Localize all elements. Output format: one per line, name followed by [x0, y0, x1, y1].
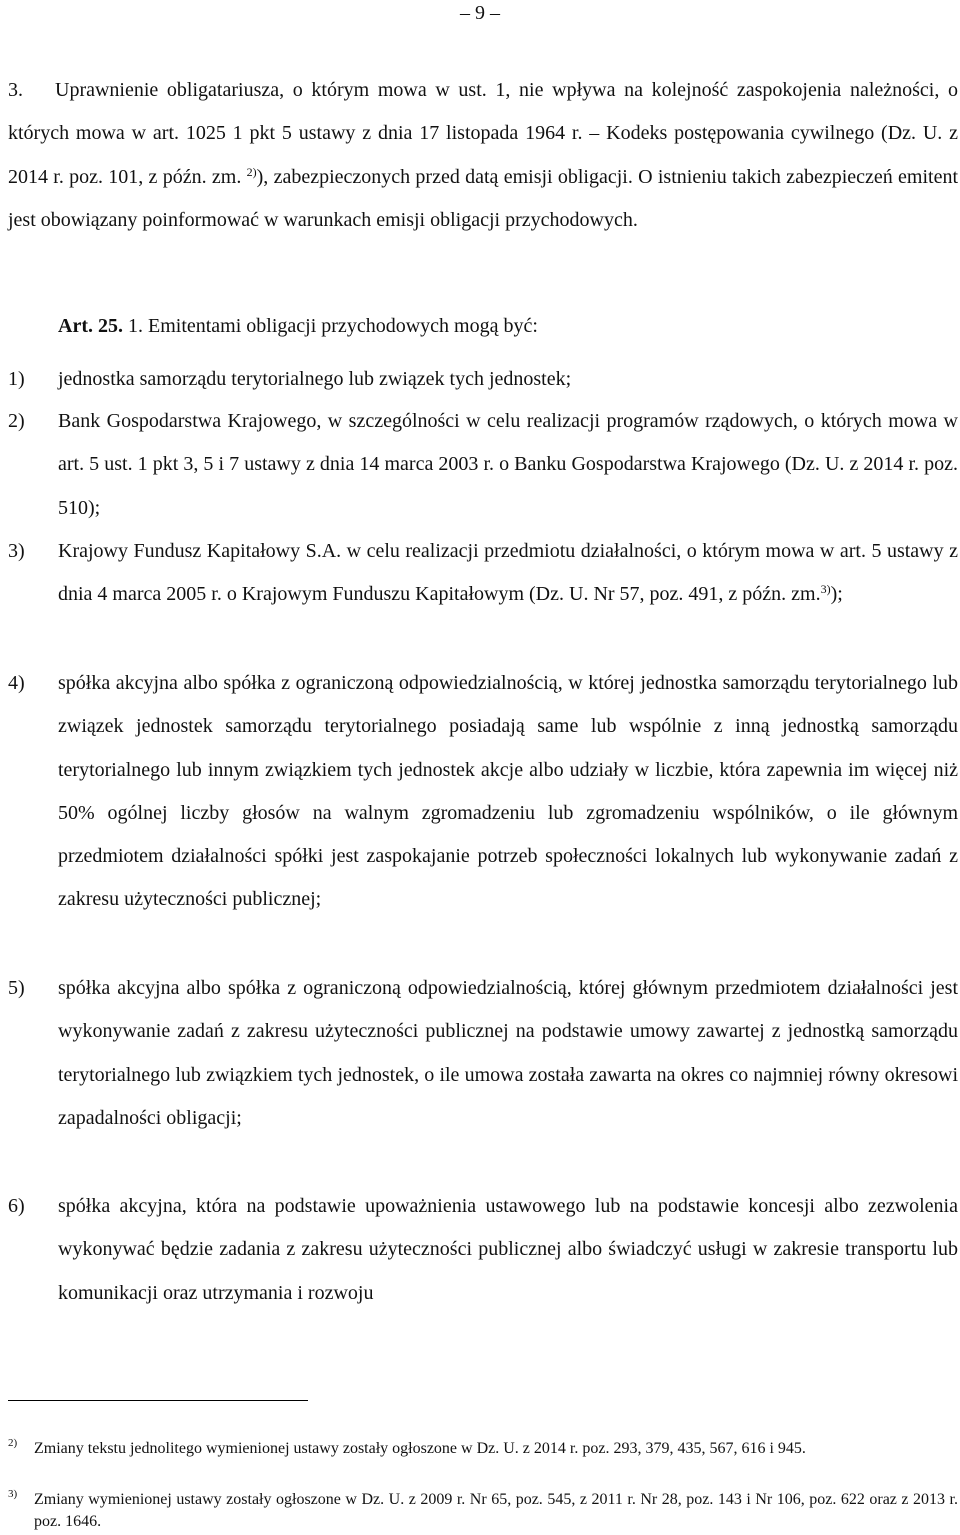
footnote-separator: [8, 1400, 308, 1401]
paragraph-prefix: 3.: [8, 79, 23, 101]
list-item-text: spółka akcyjna albo spółka z ograniczoną odpowiedzialnością, której głównym przedmiotem działalności jest wykonywanie zadań z zakresu użyteczności publicznej na podstawie umowy zawartej z jednostką samorządu terytorialnego lub związkiem tych jednostek, o ile umowa została zawarta na okres co najmniej równy okresowi zapadalności obligacji;: [58, 977, 958, 1129]
list-item-number: 6): [8, 1195, 25, 1217]
list-item-text-a: Krajowy Fundusz Kapitałowy S.A. w celu realizacji przedmiotu działalności, o którym mowa w art. 5 ustawy z dnia 4 marca 2005 r. o Krajowym Funduszu Kapitałowym (Dz. U. Nr 57, poz. 491, z późn. zm.: [58, 540, 958, 606]
list-item-number: 4): [8, 672, 25, 694]
list-item-text: spółka akcyjna, która na podstawie upoważnienia ustawowego lub na podstawie koncesji albo zezwolenia wykonywać będzie zadania z zakresu użyteczności publicznej albo świadczyć usługi w zakresie transportu lub komunikacji oraz utrzymania i rozwoju: [58, 1195, 958, 1304]
list-item-text: Bank Gospodarstwa Krajowego, w szczególności w celu realizacji programów rządowych, o których mowa w art. 5 ust. 1 pkt 3, 5 i 7 ustawy z dnia 14 marca 2003 r. o Banku Gospodarstwa Krajowego (Dz. U. z 2014 r. poz. 510);: [58, 410, 958, 519]
footnote: [8, 1489, 958, 1533]
list-item: [8, 400, 958, 530]
list-item: [8, 358, 958, 401]
footnote-ref-3: 3): [820, 582, 831, 597]
article-label: Art. 25.: [58, 315, 123, 337]
list-item: [8, 662, 958, 922]
list-item: [8, 530, 958, 617]
article-text: 1. Emitentami obligacji przychodowych mogą być:: [127, 315, 538, 337]
list-item: [8, 1185, 958, 1315]
page-number: – 9 –: [460, 2, 500, 24]
list-item-number: 1): [8, 368, 25, 390]
list-item-text: [58, 530, 958, 617]
list-item-text: jednostka samorządu terytorialnego lub związek tych jednostek;: [58, 368, 572, 390]
paragraph-text-b: ), zabezpieczonych przed datą emisji obligacji. O istnieniu takich zabezpieczeń emitent jest obowiązany poinformować w warunkach emisji obligacji przychodowych.: [8, 165, 959, 231]
footnote-number: 2): [8, 1437, 18, 1449]
footnote-text: Zmiany tekstu jednolitego wymienionej ustawy zostały ogłoszone w Dz. U. z 2014 r. poz. 293, 379, 435, 567, 616 i 945.: [34, 1440, 806, 1457]
footnote-number: 3): [8, 1488, 18, 1500]
footnote: [8, 1438, 958, 1460]
paragraph-text-a: Uprawnienie obligatariusza, o którym mowa w ust. 1, nie wpływa na kolejność zaspokojenia należności, o których mowa w art. 1025 1 pkt 5 ustawy z dnia 17 listopada 1964 r. – Kodeks postępowania cywilnego (Dz. U. z 2014 r. poz. 101, z późn. zm.: [8, 79, 958, 188]
list-item-text: spółka akcyjna albo spółka z ograniczoną odpowiedzialnością, w której jednostka samorządu terytorialnego lub związek jednostek samorządu terytorialnego posiadają same lub wspólnie z inną jednostką samorządu terytorialnego lub innym związkiem tych jednostek akcje albo udziały w liczbie, która zapewnia im więcej niż 50% ogólnej liczby głosów na walnym zgromadzeniu lub zgromadzeniu wspólników, o ile głównym przedmiotem działalności spółki jest zaspokajanie potrzeb społeczności lokalnych lub wykonywanie zadań z zakresu użyteczności publicznej;: [58, 672, 958, 911]
list-item-number: 2): [8, 410, 25, 432]
list-item-text-b: );: [830, 583, 843, 606]
paragraph-3: [8, 69, 958, 242]
list-item-number: 3): [8, 540, 25, 562]
list-item: [8, 967, 958, 1140]
footnote-ref-2: 2): [246, 164, 257, 179]
footnote-text: Zmiany wymienionej ustawy zostały ogłoszone w Dz. U. z 2009 r. Nr 65, poz. 545, z 2011 r. Nr 28, poz. 143 i Nr 106, poz. 622 oraz z 2013 r. poz. 1646.: [34, 1491, 958, 1530]
list-item-number: 5): [8, 977, 25, 999]
article-25-heading: [58, 315, 538, 338]
